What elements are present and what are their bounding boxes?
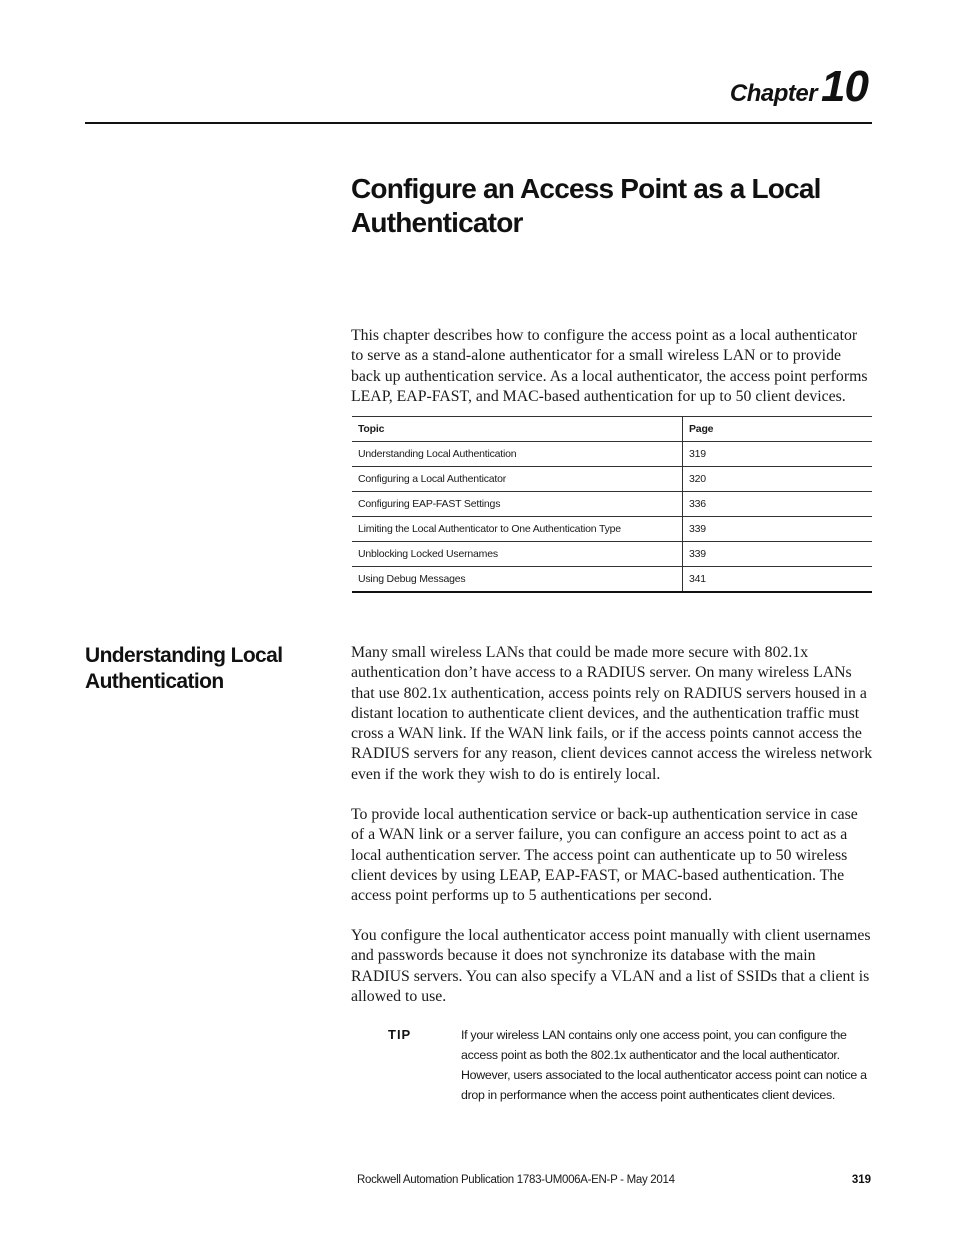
table-row (352, 492, 872, 517)
table-row (352, 517, 872, 542)
footer-page-number: 319 (851, 1174, 871, 1186)
table-header-row (352, 417, 872, 442)
chapter-divider (85, 122, 872, 124)
tip-text: If your wireless LAN contains only one access point, you can configure the access point as both the 802.1x authenticator and the local authenticator. However, users associated to the local authenticator access point can notice a drop in performance when the access point authenticates client devices. (461, 1028, 867, 1102)
page-cell: 339 (683, 517, 873, 542)
page-cell: 341 (683, 567, 873, 593)
page-cell: 339 (683, 542, 873, 567)
section-heading: Understanding Local Authentication (85, 644, 283, 693)
tip-label: TIP (388, 1027, 412, 1042)
page-cell: 320 (683, 467, 873, 492)
page-cell: 336 (683, 492, 873, 517)
topic-cell: Understanding Local Authentication (352, 442, 683, 467)
topic-cell: Unblocking Locked Usernames (352, 542, 683, 567)
chapter-heading (730, 62, 868, 112)
table-row (352, 442, 872, 467)
topic-table (352, 416, 872, 593)
topic-cell: Configuring a Local Authenticator (352, 467, 683, 492)
table-row (352, 542, 872, 567)
chapter-number: 10 (821, 62, 868, 111)
footer-publication: Rockwell Automation Publication 1783-UM006A-EN-P - May 2014 (357, 1174, 675, 1186)
page-cell: 319 (683, 442, 873, 467)
topic-cell: Configuring EAP-FAST Settings (352, 492, 683, 517)
body-paragraph: You configure the local authenticator access point manually with client usernames and passwords because it does not synchronize its database with the main RADIUS servers. You can also specify a VLAN and a list of SSIDs that a client is allowed to use. (351, 927, 871, 1005)
table-header-topic: Topic (352, 417, 683, 442)
body-paragraph: To provide local authentication service or back-up authentication service in case of a WAN link or a server failure, you can configure an access point to act as a local authentication server. The access point can authenticate up to 50 wireless client devices by using LEAP, EAP-FAST, or MAC-based authentication. The access point performs up to 5 authentications per second. (351, 806, 858, 905)
page-title: Configure an Access Point as a Local Authenticator (351, 173, 821, 238)
table-row (352, 567, 872, 593)
topic-cell: Limiting the Local Authenticator to One Authentication Type (352, 517, 683, 542)
table-row (352, 467, 872, 492)
table-header-page: Page (683, 417, 873, 442)
chapter-label: Chapter (729, 80, 818, 107)
body-paragraph: Many small wireless LANs that could be made more secure with 802.1x authentication don’t have access to a RADIUS server. On many wireless LANs that use 802.1x authentication, access points rely on RADIUS servers housed in a distant location to authenticate client devices, and the authentication traffic must cross a WAN link. If the WAN link fails, or if the access points cannot access the RADIUS servers for any reason, client devices cannot access the wireless network even if the work they wish to do is entirely local. (351, 644, 873, 783)
intro-paragraph: This chapter describes how to configure the access point as a local authenticator to serve as a stand-alone authenticator for a small wireless LAN or to provide back up authentication service. As a local authenticator, the access point performs LEAP, EAP-FAST, and MAC-based authentication for up to 50 client devices. (351, 327, 868, 405)
topic-cell: Using Debug Messages (352, 567, 683, 593)
